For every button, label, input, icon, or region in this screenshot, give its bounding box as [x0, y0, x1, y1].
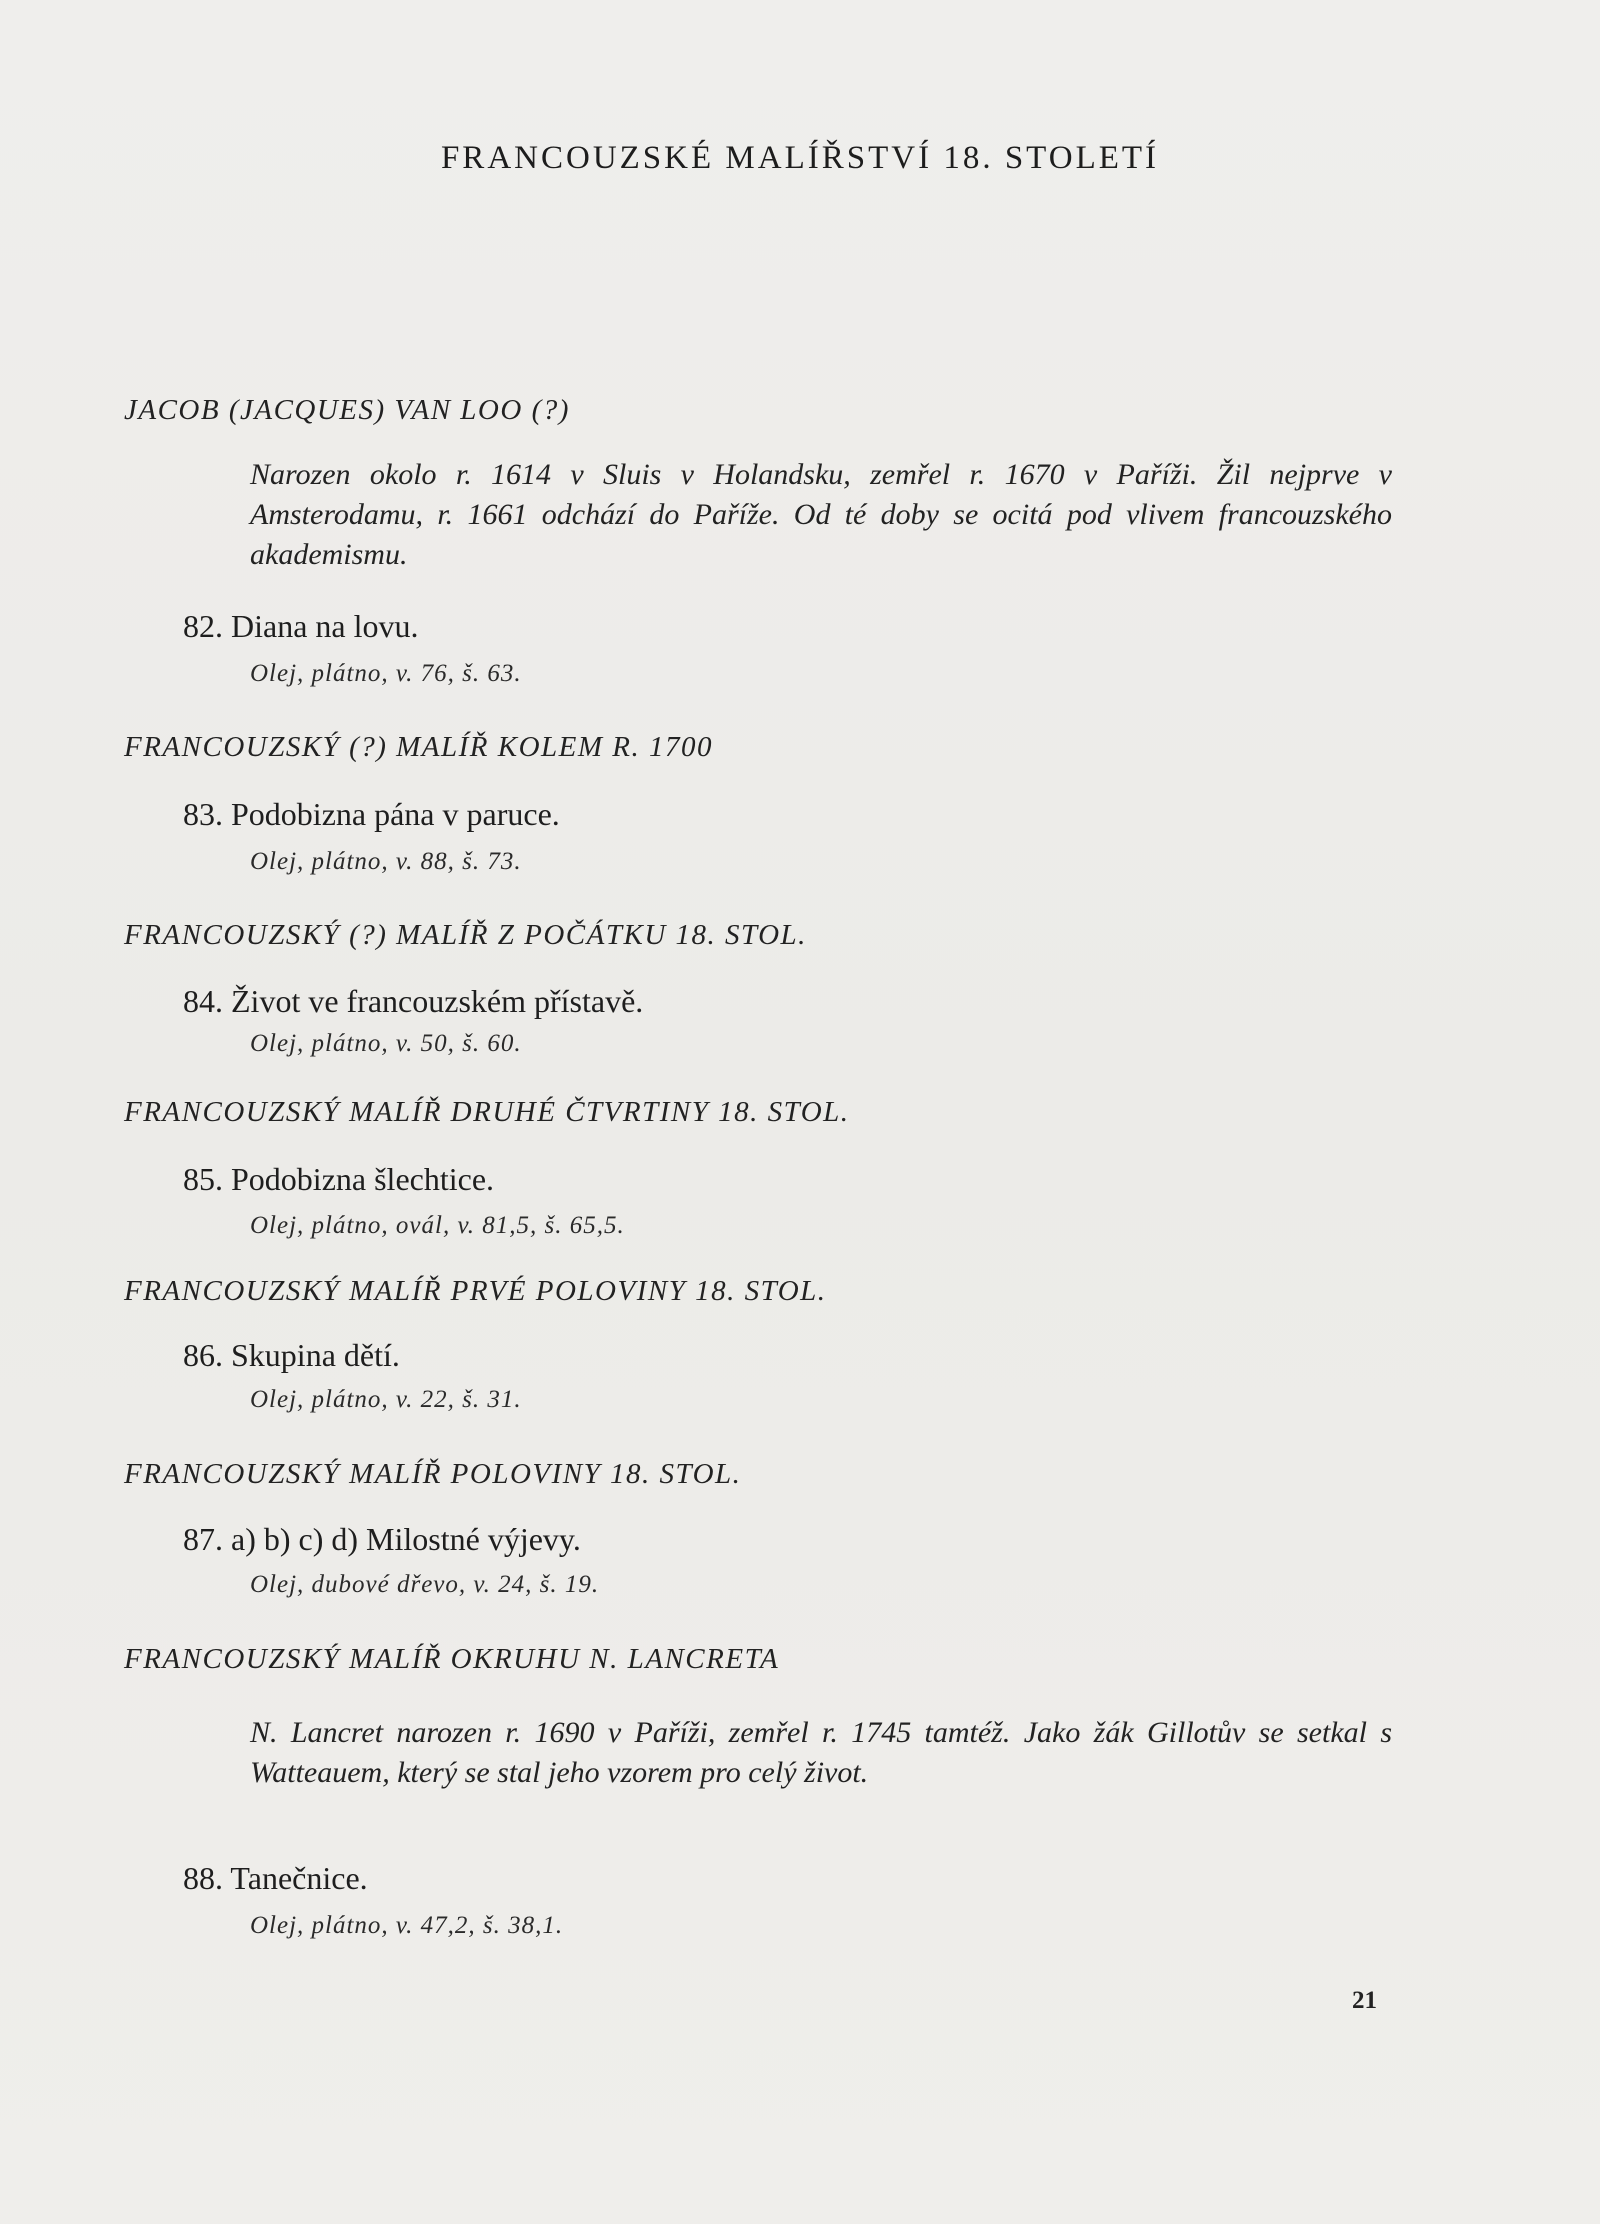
item-number: 88.	[183, 1860, 223, 1896]
item-details: Olej, plátno, v. 22, š. 31.	[250, 1386, 522, 1413]
item-details: Olej, plátno, v. 47,2, š. 38,1.	[250, 1912, 564, 1939]
item-name: Podobizna šlechtice.	[231, 1161, 495, 1197]
artist-biography: Narozen okolo r. 1614 v Sluis v Holandsku, zemřel r. 1670 v Paříži. Žil nejprve v Amsterodamu, r. 1661 odchází do Paříže. Od té doby se ocitá pod vlivem francouzského akademismu.	[250, 458, 1392, 571]
item-number: 87.	[183, 1521, 223, 1557]
item-details: Olej, plátno, v. 50, š. 60.	[250, 1030, 522, 1057]
catalog-item-title	[183, 1337, 400, 1374]
artist-heading: FRANCOUZSKÝ MALÍŘ POLOVINY 18. STOL.	[124, 1458, 742, 1490]
item-name: Tanečnice.	[230, 1860, 368, 1896]
item-number: 85.	[183, 1161, 223, 1197]
item-details: Olej, plátno, v. 76, š. 63.	[250, 660, 522, 687]
item-number: 86.	[183, 1337, 223, 1373]
item-name: Podobizna pána v paruce.	[231, 796, 560, 832]
catalog-item-title	[183, 796, 560, 833]
artist-heading: FRANCOUZSKÝ MALÍŘ PRVÉ POLOVINY 18. STOL.	[124, 1275, 827, 1307]
item-name: Diana na lovu.	[231, 608, 419, 644]
item-number: 84.	[183, 983, 223, 1019]
item-number: 83.	[183, 796, 223, 832]
catalog-item-title	[183, 1161, 494, 1198]
item-details: Olej, plátno, v. 88, š. 73.	[250, 848, 522, 875]
item-details: Olej, plátno, ovál, v. 81,5, š. 65,5.	[250, 1212, 625, 1239]
artist-biography: N. Lancret narozen r. 1690 v Paříži, zemřel r. 1745 tamtéž. Jako žák Gillotův se setkal s Watteauem, který se stal jeho vzorem pro celý život.	[250, 1716, 1392, 1789]
catalog-item-title	[183, 1521, 581, 1558]
artist-heading: JACOB (JACQUES) VAN LOO (?)	[124, 394, 570, 426]
catalog-item-title	[183, 983, 643, 1020]
artist-heading: FRANCOUZSKÝ (?) MALÍŘ KOLEM R. 1700	[124, 731, 713, 763]
item-name: Život ve francouzském přístavě.	[231, 983, 644, 1019]
artist-heading: FRANCOUZSKÝ MALÍŘ DRUHÉ ČTVRTINY 18. STOL.	[124, 1096, 850, 1128]
artist-heading: FRANCOUZSKÝ (?) MALÍŘ Z POČÁTKU 18. STOL.	[124, 919, 807, 951]
item-number: 82.	[183, 608, 223, 644]
item-name: a) b) c) d) Milostné výjevy.	[231, 1521, 581, 1557]
artist-heading: FRANCOUZSKÝ MALÍŘ OKRUHU N. LANCRETA	[124, 1643, 780, 1675]
item-name: Skupina dětí.	[231, 1337, 400, 1373]
catalog-item-title	[183, 1860, 368, 1897]
page-title: FRANCOUZSKÉ MALÍŘSTVÍ 18. STOLETÍ	[440, 140, 1160, 176]
catalog-item-title	[183, 608, 419, 645]
page-number: 21	[1352, 1987, 1377, 2014]
item-details: Olej, dubové dřevo, v. 24, š. 19.	[250, 1571, 600, 1598]
